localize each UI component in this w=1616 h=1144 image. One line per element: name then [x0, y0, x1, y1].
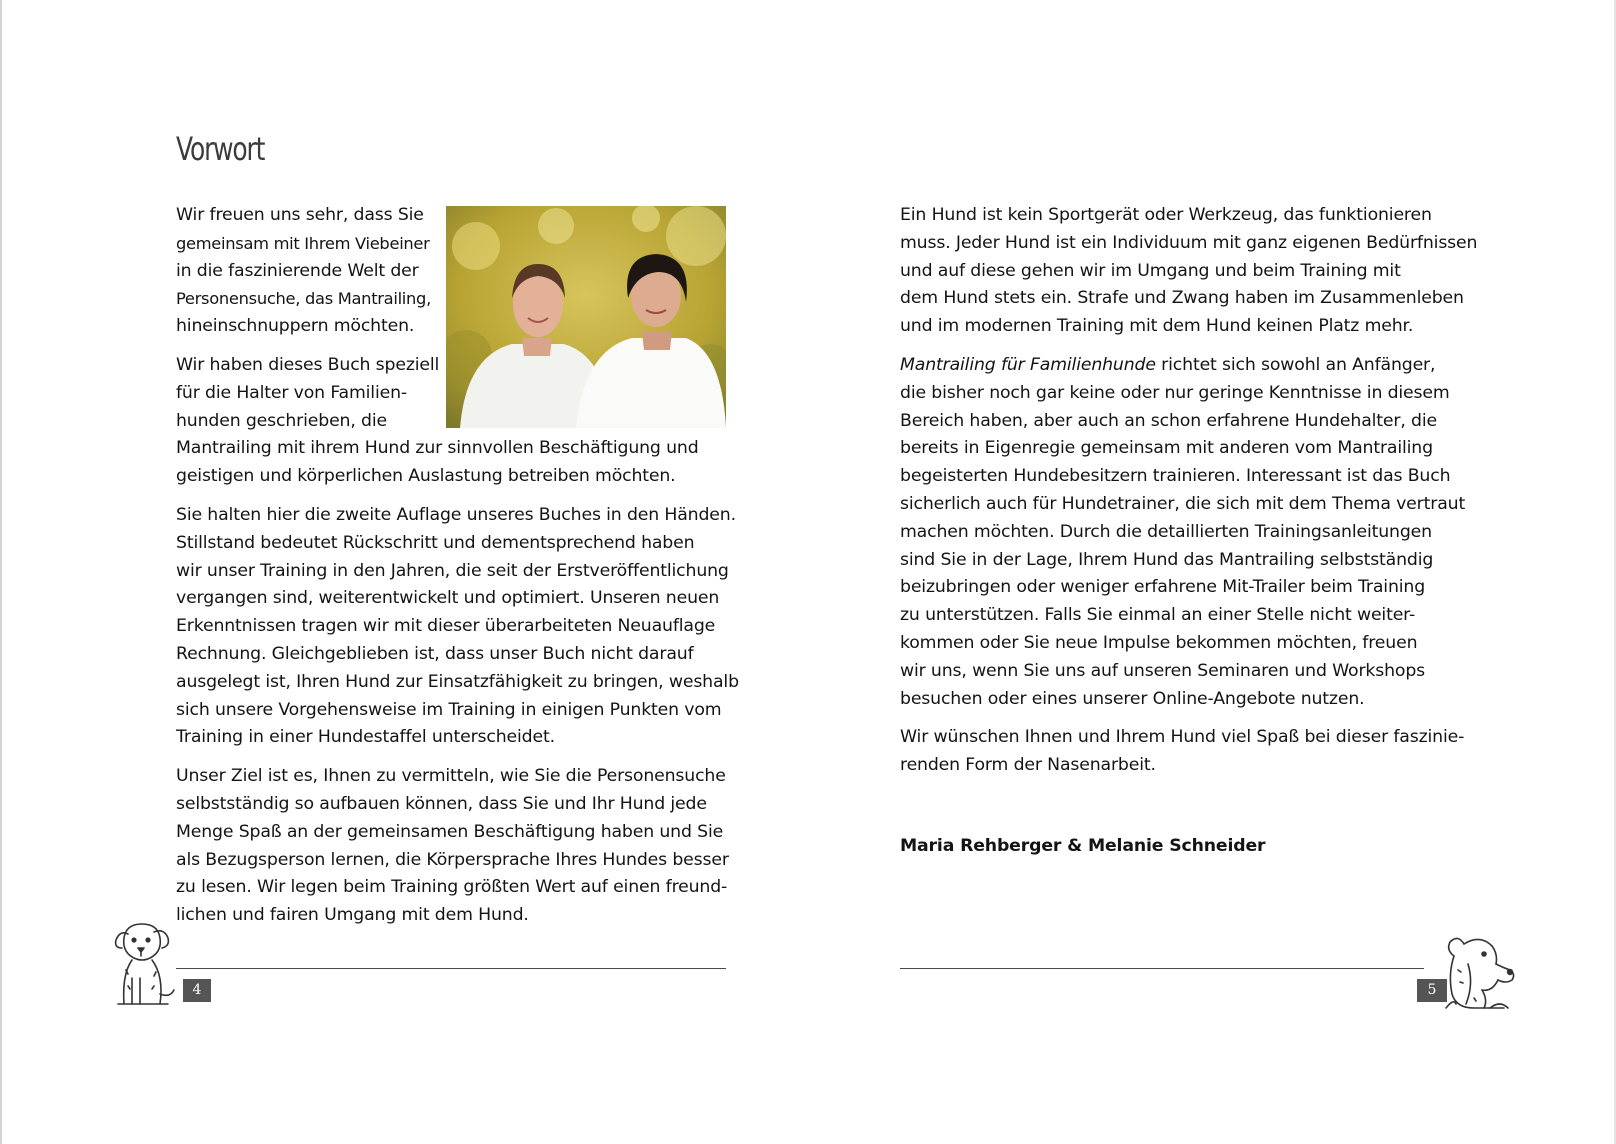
page-number-right: 5 [1417, 979, 1447, 1002]
text-line: selbstständig so aufbauen können, dass Sie und Ihr Hund jede [176, 793, 707, 814]
text-line: muss. Jeder Hund ist ein Individuum mit ganz eigenen Bedürfnissen [900, 232, 1478, 253]
left-page-text [176, 202, 739, 941]
text-line: geistigen und körperlichen Auslastung betreiben möchten. [176, 466, 676, 487]
text-line: in die faszinierende Welt der [176, 260, 419, 281]
footer-rule-left [176, 968, 726, 969]
text-line: Wir wünschen Ihnen und Ihrem Hund viel Spaß bei dieser faszinie- [900, 727, 1465, 748]
right-page-text [900, 202, 1478, 791]
text-line: gemeinsam mit Ihrem Viebeiner [176, 233, 430, 253]
text-line: Sie halten hier die zweite Auflage unseres Buches in den Händen. [176, 504, 736, 525]
author-signature: Maria Rehberger & Melanie Schneider [900, 836, 1266, 856]
text-line: Bereich haben, aber auch an schon erfahrene Hundehalter, die [900, 410, 1438, 431]
text-line: kommen oder Sie neue Impulse bekommen möchten, freuen [900, 632, 1418, 653]
paragraph-3 [900, 724, 1465, 780]
text-line: Wir haben dieses Buch speziell [176, 354, 440, 375]
text-line: für die Halter von Familien- [176, 382, 407, 403]
text-line: lichen und fairen Umgang mit dem Hund. [176, 905, 529, 926]
text-line: begeisterten Hundebesitzern trainieren. Interessant ist das Buch [900, 466, 1451, 487]
text-line: ausgelegt ist, Ihren Hund zur Einsatzfähigkeit zu bringen, weshalb [176, 671, 739, 692]
page-edge-left [0, 0, 2, 1144]
text-line: Mantrailing mit ihrem Hund zur sinnvollen Beschäftigung und [176, 438, 699, 459]
text-line: als Bezugsperson lernen, die Körpersprache Ihres Hundes besser [176, 849, 729, 870]
text-line: Menge Spaß an der gemeinsamen Beschäftigung haben und Sie [176, 821, 724, 842]
book-title: Mantrailing für Familienhunde [900, 354, 1156, 375]
text-run: richtet sich sowohl an Anfänger, [1155, 354, 1436, 375]
text-line: besuchen oder eines unserer Online-Angebote nutzen. [900, 688, 1365, 709]
text-line: und auf diese gehen wir im Umgang und beim Training mit [900, 260, 1401, 281]
text-line: und im modernen Training mit dem Hund keinen Platz mehr. [900, 316, 1414, 337]
page-number-left: 4 [183, 979, 211, 1002]
text-line: die bisher noch gar keine oder nur geringe Kenntnisse in diesem [900, 382, 1450, 403]
text-line: Personensuche, das Mantrailing, [176, 289, 431, 309]
paragraph-2 [900, 352, 1466, 713]
text-line: sicherlich auch für Hundetrainer, die sich mit dem Thema vertraut [900, 493, 1466, 514]
text-line: Training in einer Hundestaffel unterscheidet. [176, 727, 555, 748]
text-line: hineinschnuppern möchten. [176, 316, 415, 337]
text-line [900, 352, 1460, 380]
paragraph-3 [176, 502, 739, 752]
text-line: dem Hund stets ein. Strafe und Zwang haben im Zusammenleben [900, 288, 1464, 309]
text-line: wir uns, wenn Sie uns auf unseren Seminaren und Workshops [900, 660, 1426, 681]
paragraph-4 [176, 763, 736, 930]
text-line: machen möchten. Durch die detaillierten Trainingsanleitungen [900, 521, 1432, 542]
text-line: zu lesen. Wir legen beim Training größten Wert auf einen freund- [176, 877, 728, 898]
text-line: Unser Ziel ist es, Ihnen zu vermitteln, wie Sie die Personensuche [176, 766, 726, 787]
text-line: sich unsere Vorgehensweise im Training in einigen Punkten vom [176, 699, 722, 720]
text-line: hunden geschrieben, die [176, 410, 387, 431]
text-line: Stillstand bedeutet Rückschritt und dementsprechend haben [176, 532, 695, 553]
paragraph-1 [900, 202, 1478, 341]
lying-dog-icon [1444, 934, 1516, 1012]
text-line: sind Sie in der Lage, Ihrem Hund das Mantrailing selbstständig [900, 549, 1434, 570]
footer-rule-right [900, 968, 1424, 969]
text-line: zu unterstützen. Falls Sie einmal an einer Stelle nicht weiter- [900, 605, 1416, 626]
text-line: Wir freuen uns sehr, dass Sie [176, 205, 424, 225]
text-line: Ein Hund ist kein Sportgerät oder Werkzeug, das funktionieren [900, 205, 1432, 225]
paragraph-intro [176, 202, 736, 341]
text-line: Erkenntnissen tragen wir mit dieser überarbeiteten Neuauflage [176, 616, 716, 637]
text-line: Rechnung. Gleichgeblieben ist, dass unser Buch nicht darauf [176, 643, 694, 664]
sitting-dog-icon [110, 920, 176, 1008]
text-line: bereits in Eigenregie gemeinsam mit anderen vom Mantrailing [900, 438, 1433, 459]
paragraph-2 [176, 352, 736, 491]
text-line: beizubringen oder weniger erfahrene Mit-Trailer beim Training [900, 577, 1426, 598]
text-line: vergangen sind, weiterentwickelt und optimiert. Unseren neuen [176, 588, 720, 609]
text-line: renden Form der Nasenarbeit. [900, 755, 1156, 776]
chapter-heading: Vorwort [176, 130, 265, 168]
text-line: wir unser Training in den Jahren, die seit der Erstveröffentlichung [176, 560, 729, 581]
